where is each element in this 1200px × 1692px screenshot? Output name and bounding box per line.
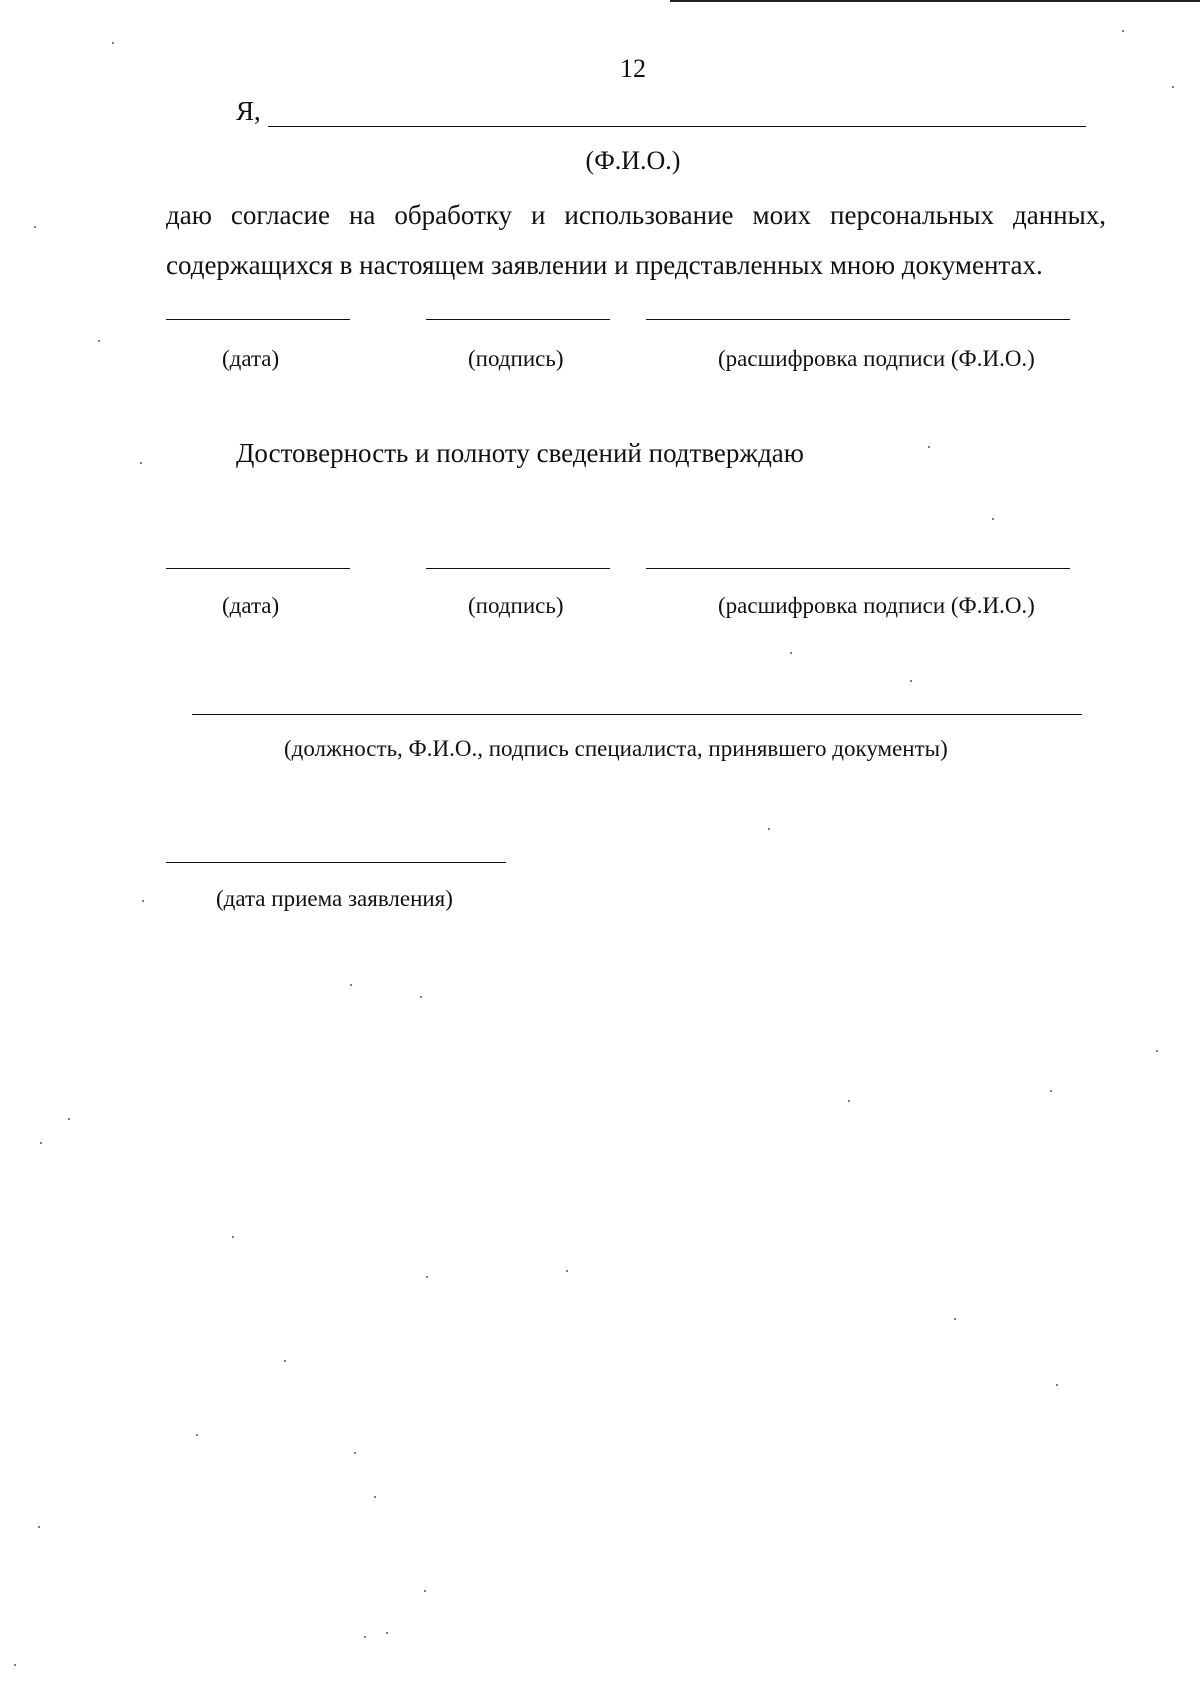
scan-speck — [364, 1636, 366, 1638]
scan-speck — [284, 1360, 286, 1362]
scan-speck — [14, 1664, 16, 1666]
scan-speck — [768, 828, 770, 830]
scan-speck — [992, 518, 994, 520]
scan-speck — [196, 1434, 198, 1436]
scan-speck — [910, 680, 912, 682]
scan-speck — [386, 1632, 388, 1634]
receipt-date-line — [166, 862, 506, 863]
scan-speck — [40, 1142, 42, 1144]
applicant-prefix: Я, — [236, 96, 261, 126]
scan-speck — [112, 42, 114, 44]
date-line — [166, 568, 350, 569]
scan-speck — [954, 1318, 956, 1320]
scan-speck — [1122, 30, 1124, 32]
scan-speck — [98, 340, 100, 342]
signature-caption: (подпись) — [468, 346, 564, 371]
scan-speck — [1172, 86, 1174, 88]
scan-speck — [1056, 1384, 1058, 1386]
signature-line — [426, 568, 610, 569]
scan-speck — [142, 900, 144, 902]
page-number: 12 — [620, 54, 646, 83]
scan-speck — [420, 996, 422, 998]
scan-speck — [350, 984, 352, 986]
scan-speck — [848, 1100, 850, 1102]
confirmation-statement: Достоверность и полноту сведений подтверждаю — [236, 438, 804, 468]
applicant-fio-caption: (Ф.И.О.) — [585, 146, 681, 175]
scan-speck — [928, 446, 930, 448]
scan-speck — [34, 226, 36, 228]
signature-decode-line — [646, 568, 1070, 569]
scan-speck — [426, 1276, 428, 1278]
date-caption: (дата) — [222, 593, 280, 618]
applicant-name-field — [236, 96, 1086, 127]
specialist-line — [192, 714, 1082, 715]
scan-speck — [374, 1496, 376, 1498]
scan-speck — [566, 1270, 568, 1272]
scan-speck — [1050, 1090, 1052, 1092]
consent-paragraph: даю согласие на обработку и использование моих персональных данных, содержащихся в настоящем заявлении и представленных мною документах. — [166, 200, 1106, 280]
scan-speck — [790, 652, 792, 654]
date-caption: (дата) — [222, 346, 280, 371]
scan-speck — [1156, 1050, 1158, 1052]
applicant-name-underline — [268, 126, 1086, 127]
page-top-edge-line — [670, 0, 1200, 2]
scan-speck — [38, 1526, 40, 1528]
scan-speck — [424, 1590, 426, 1592]
signature-caption: (подпись) — [468, 593, 564, 618]
signature-decode-caption: (расшифровка подписи (Ф.И.О.) — [718, 593, 1035, 618]
specialist-caption: (должность, Ф.И.О., подпись специалиста, принявшего документы) — [284, 736, 948, 761]
scan-speck — [140, 462, 142, 464]
signature-line — [426, 319, 610, 320]
scan-speck — [68, 1118, 70, 1120]
signature-decode-caption: (расшифровка подписи (Ф.И.О.) — [718, 346, 1035, 371]
scan-speck — [354, 1452, 356, 1454]
date-line — [166, 319, 350, 320]
receipt-date-caption: (дата приема заявления) — [216, 886, 453, 911]
scan-speck — [232, 1236, 234, 1238]
signature-decode-line — [646, 319, 1070, 320]
